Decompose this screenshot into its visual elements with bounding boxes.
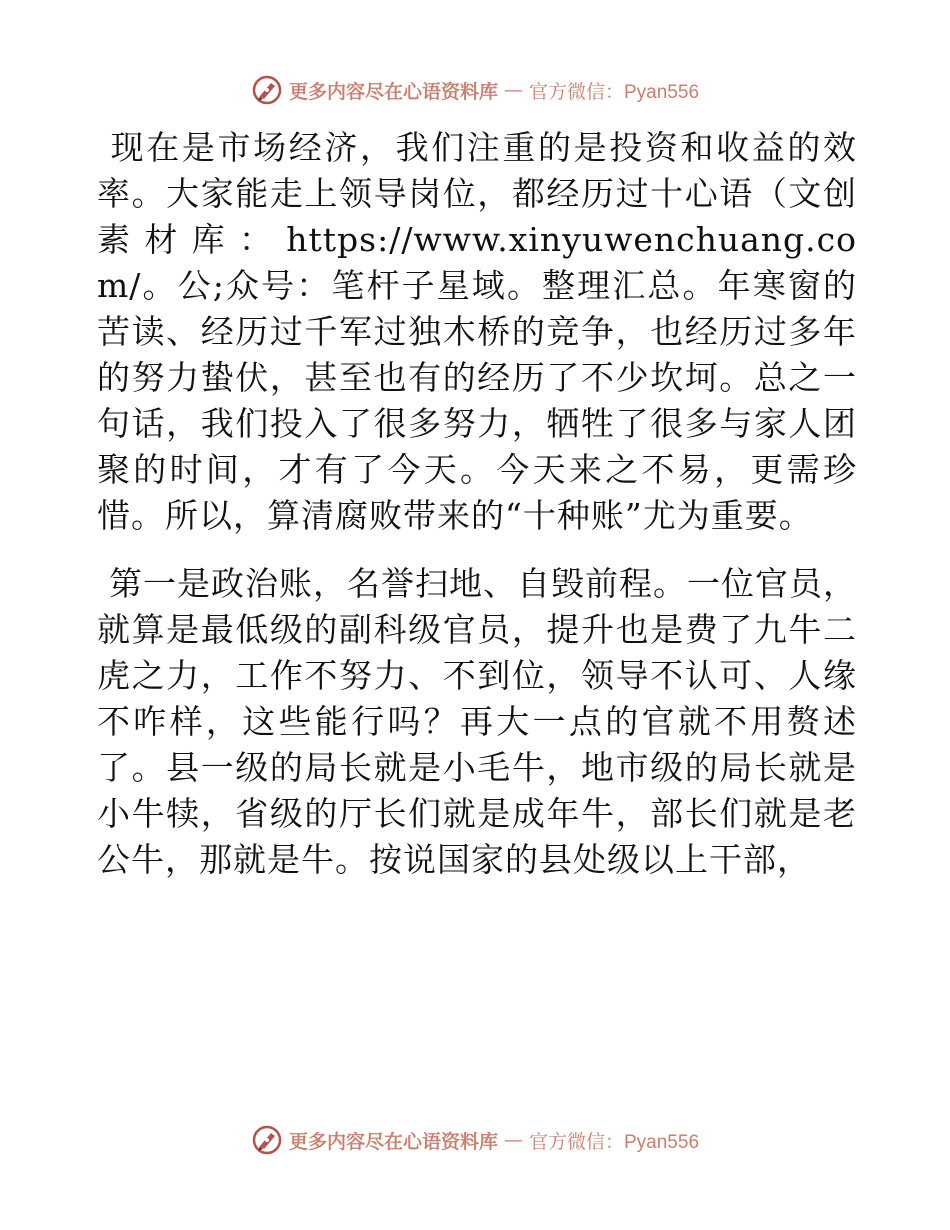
header-site-name: 更多内容尽在心语资料库 bbox=[288, 80, 498, 103]
footer-wechat bbox=[529, 1127, 699, 1154]
footer-site-name: 更多内容尽在心语资料库 bbox=[288, 1130, 498, 1153]
paragraph-2-text: 第一是政治账，名誉扫地、自毁前程。一位官员，就算是最低级的副科级官员，提升也是费了九牛二虎之力，工作不努力、不到位，领导不认可、人缘不咋样，这些能行吗？再大一点的官就不用赘述了。县一级的局长就是小毛牛，地市级的局长就是小牛犊，省级的厅长们就是成年牛，部长们就是老公牛，那就是牛。按说国家的县处级以上干部， bbox=[97, 564, 857, 879]
pen-logo-icon bbox=[251, 1124, 283, 1156]
paragraph-1 bbox=[97, 125, 857, 539]
header-wechat-id: Pyan556 bbox=[624, 81, 700, 103]
header-dash: — bbox=[503, 79, 523, 101]
footer-wechat-id: Pyan556 bbox=[624, 1131, 700, 1153]
footer-wechat-label: 官方微信： bbox=[528, 1130, 624, 1153]
header-watermark bbox=[0, 70, 950, 110]
footer-watermark bbox=[0, 1120, 950, 1160]
footer-dash: — bbox=[503, 1129, 523, 1151]
header-wechat bbox=[529, 77, 699, 104]
paragraph-2 bbox=[97, 561, 857, 883]
paragraph-1-text: 现在是市场经济，我们注重的是投资和收益的效率。大家能走上领导岗位，都经历过十心语（文创素材库：https://www.xinyuwenchuang.com/。公;众号：笔杆子星域。整理汇总。年寒窗的苦读、经历过千军过独木桥的竞争，也经历过多年的努力蛰伏，甚至也有的经历了不少坎坷。总之一句话，我们投入了很多努力，牺牲了很多与家人团聚的时间，才有了今天。今天来之不易，更需珍惜。所以，算清腐败带来的“十种账”尤为重要。 bbox=[97, 128, 857, 535]
header-wechat-label: 官方微信： bbox=[528, 80, 624, 103]
document-body bbox=[97, 125, 857, 883]
pen-logo-icon bbox=[251, 74, 283, 106]
